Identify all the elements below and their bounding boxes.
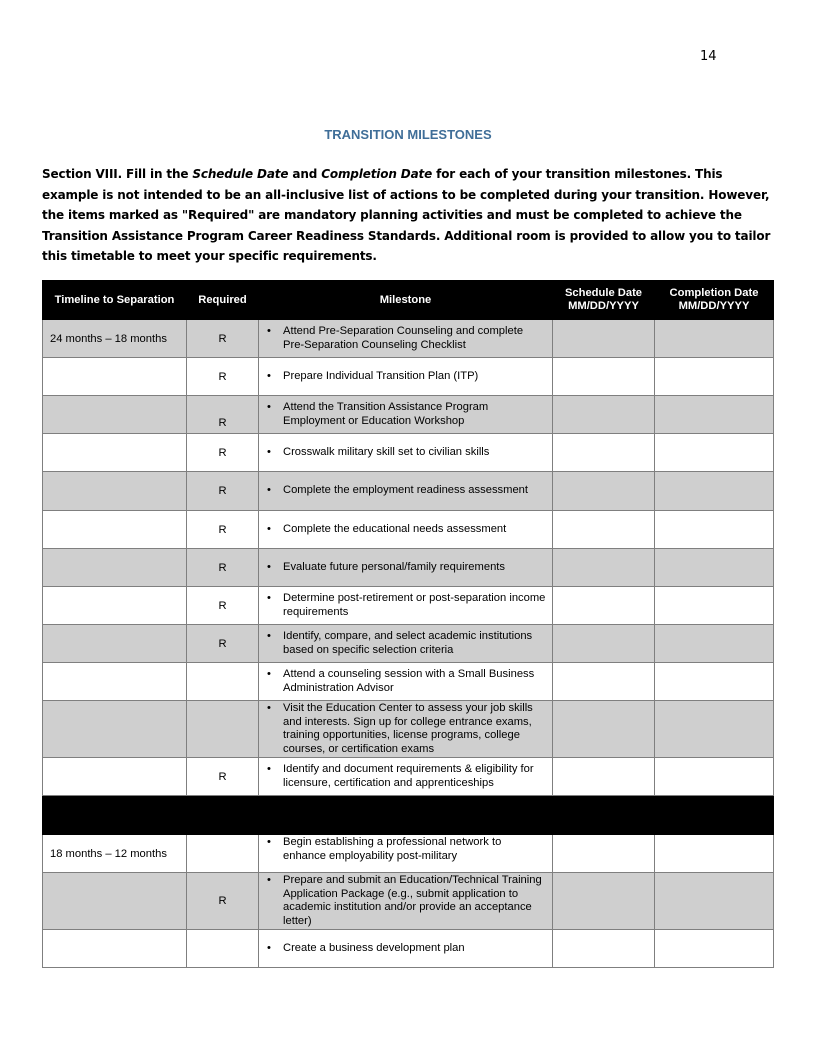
milestone-text: Visit the Education Center to assess your job skills and interests. Sign up for college entrance exams, training opportunities, license programs, college courses, or certification exams bbox=[283, 702, 533, 755]
intro-line-3: the items marked as "Required" are mandatory planning activities and must be completed to achieve the bbox=[42, 208, 742, 223]
timeline-cell bbox=[43, 472, 187, 511]
timeline-cell bbox=[43, 701, 187, 758]
table-row bbox=[43, 472, 774, 511]
milestone-text: Determine post-retirement or post-separation income requirements bbox=[283, 592, 546, 618]
milestone-cell bbox=[259, 701, 553, 758]
page-number: 14 bbox=[700, 49, 717, 64]
bullet-icon: • bbox=[267, 763, 271, 775]
intro-line-1 bbox=[42, 164, 742, 185]
table-row bbox=[43, 701, 774, 758]
bullet-icon: • bbox=[267, 560, 271, 573]
bullet-icon: • bbox=[267, 484, 271, 497]
required-cell bbox=[187, 835, 259, 873]
completion-date-field[interactable] bbox=[655, 663, 774, 701]
header-required: Required bbox=[187, 281, 259, 320]
milestone-text: Attend Pre-Separation Counseling and complete Pre-Separation Counseling Checklist bbox=[283, 325, 524, 351]
timeline-cell bbox=[43, 873, 187, 930]
bullet-icon: • bbox=[267, 369, 271, 382]
completion-date-field[interactable] bbox=[655, 511, 774, 549]
timeline-cell bbox=[43, 625, 187, 663]
timeline-cell bbox=[43, 758, 187, 796]
milestone-cell bbox=[259, 511, 553, 549]
header-completion-label: Completion Date bbox=[669, 287, 759, 299]
required-cell: R bbox=[187, 320, 259, 358]
table-row bbox=[43, 396, 774, 434]
schedule-date-field[interactable] bbox=[553, 511, 655, 549]
schedule-date-field[interactable] bbox=[553, 358, 655, 396]
timeline-cell bbox=[43, 549, 187, 587]
timeline-cell: 24 months – 18 months bbox=[43, 320, 187, 358]
schedule-date-field[interactable] bbox=[553, 320, 655, 358]
intro-text: Section VIII. Fill in the bbox=[42, 167, 193, 181]
page-title: TRANSITION MILESTONES bbox=[324, 127, 492, 142]
required-cell: R bbox=[187, 434, 259, 472]
required-cell bbox=[187, 930, 259, 968]
header-timeline: Timeline to Separation bbox=[43, 281, 187, 320]
intro-line-5: this timetable to meet your specific requirements. bbox=[42, 249, 377, 264]
header-schedule-format: MM/DD/YYYY bbox=[568, 300, 639, 312]
milestone-cell bbox=[259, 549, 553, 587]
milestone-cell bbox=[259, 873, 553, 930]
milestone-text: Identify and document requirements & eligibility for licensure, certification and apprenticeships bbox=[283, 763, 534, 789]
intro-line-2: example is not intended to be an all-inclusive list of actions to be completed during your transition. However, bbox=[42, 187, 770, 202]
bullet-icon: • bbox=[267, 325, 271, 337]
intro-line-4: Transition Assistance Program Career Readiness Standards. Additional room is provided to allow you to tailor bbox=[42, 228, 771, 243]
table-header-row bbox=[43, 281, 774, 320]
table-row bbox=[43, 930, 774, 968]
section-divider-bar bbox=[43, 796, 774, 835]
milestone-text: Evaluate future personal/family requirements bbox=[283, 560, 505, 573]
header-schedule-date bbox=[553, 281, 655, 320]
table-row bbox=[43, 320, 774, 358]
intro-paragraph bbox=[42, 164, 771, 267]
timeline-cell bbox=[43, 587, 187, 625]
table-row bbox=[43, 758, 774, 796]
schedule-date-field[interactable] bbox=[553, 701, 655, 758]
table-row bbox=[43, 625, 774, 663]
completion-date-field[interactable] bbox=[655, 549, 774, 587]
intro-text: for each of your transition milestones. This bbox=[432, 167, 723, 181]
milestone-cell bbox=[259, 758, 553, 796]
milestone-text: Attend a counseling session with a Small Business Administration Advisor bbox=[283, 668, 535, 694]
schedule-date-field[interactable] bbox=[553, 396, 655, 434]
required-cell bbox=[187, 663, 259, 701]
completion-date-field[interactable] bbox=[655, 434, 774, 472]
required-cell bbox=[187, 701, 259, 758]
milestone-text: Prepare and submit an Education/Technical Training Application Package (e.g., submit application to academic institution and/or provide an acceptance letter) bbox=[283, 874, 542, 927]
required-cell: R bbox=[187, 873, 259, 930]
milestone-cell bbox=[259, 396, 553, 434]
completion-date-field[interactable] bbox=[655, 472, 774, 511]
milestone-text: Prepare Individual Transition Plan (ITP) bbox=[283, 369, 479, 382]
timeline-cell: 18 months – 12 months bbox=[43, 835, 187, 873]
milestone-text: Complete the educational needs assessment bbox=[283, 522, 507, 535]
intro-emphasis-completion: Completion Date bbox=[321, 167, 433, 181]
bullet-icon: • bbox=[267, 522, 271, 535]
milestone-cell bbox=[259, 663, 553, 701]
milestone-cell bbox=[259, 320, 553, 358]
completion-date-field[interactable] bbox=[655, 625, 774, 663]
bullet-icon: • bbox=[267, 630, 271, 642]
intro-emphasis-schedule: Schedule Date bbox=[192, 167, 289, 181]
schedule-date-field[interactable] bbox=[553, 835, 655, 873]
milestone-text: Complete the employment readiness assessment bbox=[283, 484, 528, 497]
completion-date-field[interactable] bbox=[655, 396, 774, 434]
schedule-date-field[interactable] bbox=[553, 930, 655, 968]
timeline-cell bbox=[43, 930, 187, 968]
schedule-date-field[interactable] bbox=[553, 663, 655, 701]
required-cell: R bbox=[187, 549, 259, 587]
timeline-cell bbox=[43, 511, 187, 549]
schedule-date-field[interactable] bbox=[553, 873, 655, 930]
completion-date-field[interactable] bbox=[655, 873, 774, 930]
table-row bbox=[43, 835, 774, 873]
bullet-icon: • bbox=[267, 445, 271, 458]
milestone-cell bbox=[259, 587, 553, 625]
completion-date-field[interactable] bbox=[655, 358, 774, 396]
completion-date-field[interactable] bbox=[655, 835, 774, 873]
milestones-table bbox=[42, 280, 774, 968]
bullet-icon: • bbox=[267, 836, 271, 848]
section-divider-cell bbox=[43, 796, 774, 835]
required-cell: R bbox=[187, 396, 259, 434]
milestone-cell bbox=[259, 625, 553, 663]
required-cell: R bbox=[187, 758, 259, 796]
bullet-icon: • bbox=[267, 874, 271, 886]
table-row bbox=[43, 549, 774, 587]
completion-date-field[interactable] bbox=[655, 758, 774, 796]
schedule-date-field[interactable] bbox=[553, 434, 655, 472]
completion-date-field[interactable] bbox=[655, 701, 774, 758]
bullet-icon: • bbox=[267, 592, 271, 604]
completion-date-field[interactable] bbox=[655, 320, 774, 358]
milestone-cell bbox=[259, 472, 553, 511]
milestone-cell bbox=[259, 358, 553, 396]
milestone-text: Crosswalk military skill set to civilian skills bbox=[283, 445, 490, 458]
schedule-date-field[interactable] bbox=[553, 625, 655, 663]
table-row bbox=[43, 663, 774, 701]
required-cell: R bbox=[187, 625, 259, 663]
bullet-icon: • bbox=[267, 941, 271, 954]
milestone-text: Identify, compare, and select academic institutions based on specific selection criteria bbox=[283, 630, 533, 656]
header-completion-date bbox=[655, 281, 774, 320]
bullet-icon: • bbox=[267, 668, 271, 680]
required-cell: R bbox=[187, 587, 259, 625]
bullet-icon: • bbox=[267, 702, 271, 714]
timeline-cell bbox=[43, 663, 187, 701]
table-row bbox=[43, 511, 774, 549]
completion-date-field[interactable] bbox=[655, 587, 774, 625]
table-row bbox=[43, 873, 774, 930]
milestone-cell bbox=[259, 930, 553, 968]
schedule-date-field[interactable] bbox=[553, 549, 655, 587]
table-row bbox=[43, 434, 774, 472]
bullet-icon: • bbox=[267, 401, 271, 413]
milestone-cell bbox=[259, 434, 553, 472]
completion-date-field[interactable] bbox=[655, 930, 774, 968]
schedule-date-field[interactable] bbox=[553, 472, 655, 511]
header-milestone: Milestone bbox=[259, 281, 553, 320]
timeline-cell bbox=[43, 358, 187, 396]
timeline-cell bbox=[43, 434, 187, 472]
schedule-date-field[interactable] bbox=[553, 587, 655, 625]
header-completion-format: MM/DD/YYYY bbox=[678, 300, 750, 312]
milestone-text: Begin establishing a professional network to enhance employability post-military bbox=[283, 836, 502, 862]
milestone-text: Create a business development plan bbox=[283, 941, 465, 954]
milestone-text: Attend the Transition Assistance Program Employment or Education Workshop bbox=[283, 401, 489, 427]
milestone-cell bbox=[259, 835, 553, 873]
table-row bbox=[43, 587, 774, 625]
required-cell: R bbox=[187, 511, 259, 549]
table-body bbox=[43, 320, 774, 968]
schedule-date-field[interactable] bbox=[553, 758, 655, 796]
required-cell: R bbox=[187, 472, 259, 511]
header-schedule-label: Schedule Date bbox=[564, 287, 643, 299]
intro-text: and bbox=[288, 167, 322, 181]
table-row bbox=[43, 358, 774, 396]
required-cell: R bbox=[187, 358, 259, 396]
timeline-cell bbox=[43, 396, 187, 434]
